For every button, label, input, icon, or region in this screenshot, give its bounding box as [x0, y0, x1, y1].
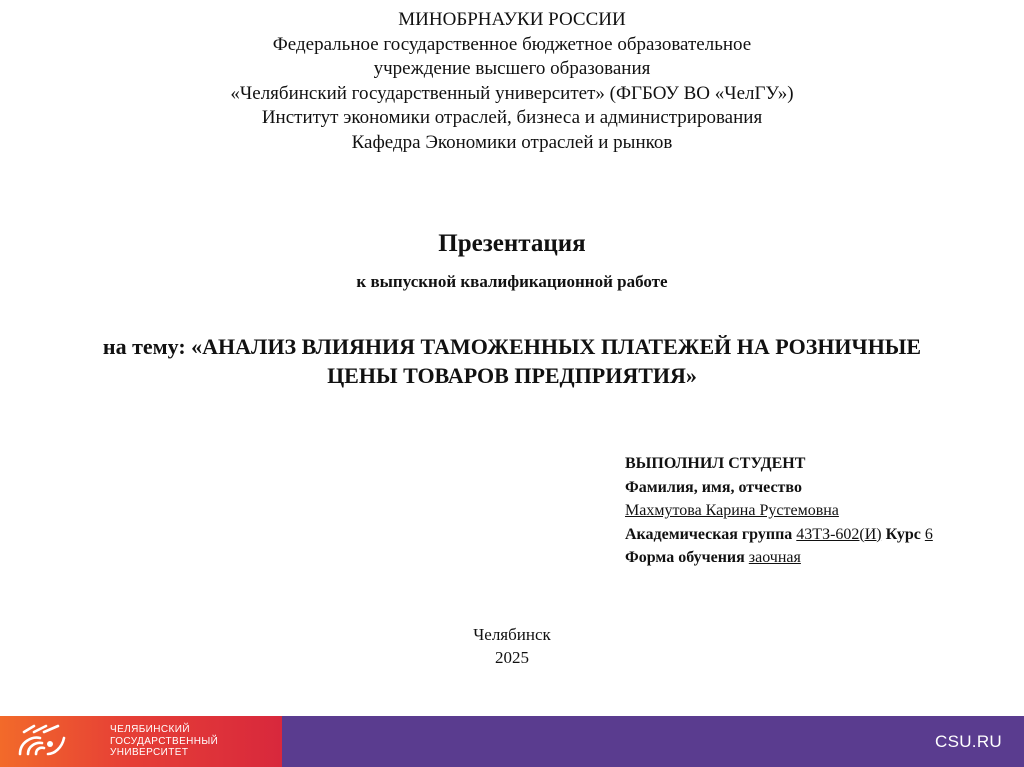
department-line: Кафедра Экономики отраслей и рынков: [351, 131, 673, 153]
presentation-subtitle: к выпускной квалификационной работе: [356, 272, 668, 291]
study-form-row: [625, 546, 933, 570]
institute-line: Институт экономики отраслей, бизнеса и администрирования: [261, 107, 763, 128]
university-logotype: [110, 724, 218, 759]
student-heading: ВЫПОЛНИЛ СТУДЕНТ: [625, 455, 806, 472]
university-name-line: «Челябинский государственный университет» (ФГБОУ ВО «ЧелГУ»): [230, 82, 794, 104]
course-value: 6: [924, 525, 933, 543]
uni-name-line-3: УНИВЕРСИТЕТ: [110, 747, 189, 758]
group-label: Академическая группа: [625, 525, 793, 543]
name-label: Фамилия, имя, отчество: [625, 478, 802, 496]
group-value: 43ТЗ-602(И): [796, 525, 882, 543]
group-row: [625, 523, 933, 547]
education-level-line: учреждение высшего образования: [373, 58, 651, 79]
student-name: Махмутова Карина Рустемовна: [625, 502, 839, 519]
student-info: [625, 452, 933, 570]
topic-line-1: на тему: «АНАЛИЗ ВЛИЯНИЯ ТАМОЖЕННЫХ ПЛАТЕЖЕЙ НА РОЗНИЧНЫЕ: [102, 334, 922, 359]
uni-name-line-1: ЧЕЛЯБИНСКИЙ: [110, 724, 190, 735]
year: 2025: [495, 648, 529, 667]
footer-bar: [0, 716, 1024, 767]
footer-site-block: [282, 716, 1024, 767]
csu-logo-icon: [10, 724, 72, 760]
study-form-label: Форма обучения: [625, 549, 745, 566]
footer-brand-block: [0, 716, 282, 767]
presentation-title: Презентация: [438, 230, 586, 257]
thesis-topic: [0, 332, 1024, 390]
topic-line-2: ЦЕНЫ ТОВАРОВ ПРЕДПРИЯТИЯ»: [327, 363, 697, 388]
course-label: Курс: [885, 525, 921, 543]
site-link[interactable]: CSU.RU: [935, 732, 1002, 751]
ministry-line: МИНОБРНАУКИ РОССИИ: [398, 9, 626, 30]
city-year: [0, 623, 1024, 669]
city: Челябинск: [473, 625, 551, 644]
institution-type-line: Федеральное государственное бюджетное образовательное: [272, 33, 752, 55]
study-form-value: заочная: [748, 549, 801, 566]
uni-name-line-2: ГОСУДАРСТВЕННЫЙ: [110, 735, 219, 747]
institution-header: [0, 8, 1024, 155]
